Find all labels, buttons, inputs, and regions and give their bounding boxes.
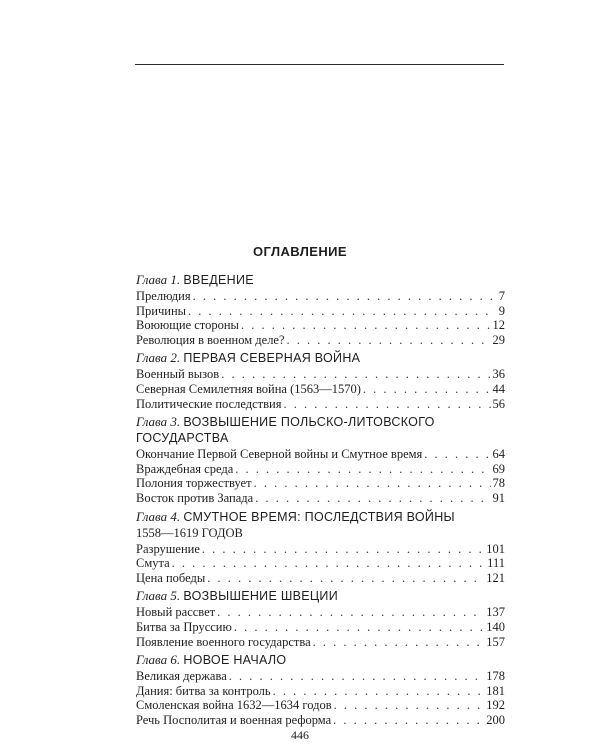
toc-entry	[136, 491, 505, 506]
chapter-label: Глава 5.	[136, 588, 181, 604]
chapter-label: Глава 2.	[136, 350, 181, 366]
entry-page: 64	[492, 447, 505, 462]
entry-page: 56	[492, 396, 505, 411]
entry-title: Появление военного государства	[136, 634, 311, 649]
toc-entry	[136, 333, 505, 348]
toc-entry	[136, 318, 505, 333]
chapter-heading	[136, 509, 505, 525]
chapter-name: СМУТНОЕ ВРЕМЯ: ПОСЛЕДСТВИЯ ВОЙНЫ	[183, 509, 455, 524]
toc-entry	[136, 684, 505, 699]
dot-leader	[273, 684, 485, 699]
chapter-heading	[136, 652, 505, 668]
entry-page: 9	[498, 303, 505, 318]
entry-page: 12	[492, 318, 505, 333]
toc-entry	[136, 635, 505, 650]
entry-title: Окончание Первой Северной войны и Смутное время	[136, 447, 423, 462]
dot-leader	[255, 491, 490, 506]
toc-entry	[136, 571, 505, 586]
dot-leader	[287, 333, 491, 348]
entry-title: Цена победы	[136, 570, 206, 585]
entry-title: Северная Семилетняя война (1563—1570)	[136, 381, 361, 396]
dot-leader	[202, 542, 484, 557]
entry-page: 78	[492, 476, 505, 491]
entry-page: 7	[498, 289, 505, 303]
chapter-heading	[136, 350, 505, 366]
chapter-label: Глава 6.	[136, 652, 181, 668]
chapter-subtitle: ГОСУДАРСТВА	[136, 431, 229, 446]
entry-title: Враждебная среда	[136, 461, 234, 476]
dot-leader	[217, 605, 484, 620]
header-rule	[135, 64, 504, 65]
chapter-3	[136, 414, 505, 505]
entry-title: Новый рассвет	[136, 605, 216, 620]
entry-page: 36	[492, 367, 505, 382]
dot-leader	[334, 698, 485, 713]
dot-leader	[333, 713, 484, 728]
dot-leader	[254, 476, 491, 491]
dot-leader	[229, 669, 485, 684]
chapter-label: Глава 3.	[136, 414, 181, 430]
entry-page: 181	[486, 683, 505, 698]
chapter-heading	[136, 272, 505, 288]
entry-page: 101	[486, 541, 505, 556]
dot-leader	[313, 635, 485, 650]
entry-page: 111	[487, 556, 505, 571]
entry-page: 29	[492, 332, 505, 347]
dot-leader	[193, 289, 493, 304]
chapter-subtitle: 1558—1619 ГОДОВ	[136, 525, 243, 540]
dot-leader	[172, 556, 486, 571]
chapter-name: ВОЗВЫШЕНИЕ ПОЛЬСКО-ЛИТОВСКОГО	[183, 415, 435, 430]
dot-leader	[221, 367, 490, 382]
chapter-6	[136, 652, 505, 727]
chapter-name: НОВОЕ НАЧАЛО	[183, 653, 287, 668]
chapter-name: ВВЕДЕНИЕ	[183, 273, 254, 287]
entry-title: Дания: битва за контроль	[136, 683, 271, 698]
entry-title: Речь Посполитая и военная реформа	[136, 712, 332, 727]
toc-title: ОГЛАВЛЕНИЕ	[253, 244, 347, 259]
entry-page: 192	[486, 698, 505, 713]
entry-title: Разрушение	[136, 541, 200, 556]
dot-leader	[424, 447, 490, 462]
entry-title: Политические последствия	[136, 396, 282, 411]
toc-entry	[136, 476, 505, 491]
toc-entry	[136, 304, 505, 319]
chapter-heading	[136, 588, 505, 604]
chapter-label: Глава 1.	[136, 272, 181, 287]
dot-leader	[283, 397, 490, 412]
chapter-name: ВОЗВЫШЕНИЕ ШВЕЦИИ	[183, 589, 339, 604]
toc-entry	[136, 367, 505, 382]
entry-title: Полония торжествует	[136, 476, 252, 491]
toc-entry	[136, 698, 505, 713]
dot-leader	[188, 304, 493, 319]
entry-page: 121	[486, 570, 505, 585]
entry-title: Воюющие стороны	[136, 318, 239, 333]
chapter-5	[136, 588, 505, 649]
entry-title: Прелюдия	[136, 289, 191, 303]
toc-entry	[136, 669, 505, 684]
dot-leader	[207, 571, 484, 586]
toc-entry	[136, 542, 505, 557]
toc-entry	[136, 556, 505, 571]
chapter-name: ПЕРВАЯ СЕВЕРНАЯ ВОЙНА	[183, 351, 361, 366]
toc-entry	[136, 462, 505, 477]
toc-entry	[136, 605, 505, 620]
dot-leader	[234, 620, 484, 635]
table-of-contents	[136, 272, 505, 730]
entry-page: 157	[486, 634, 505, 649]
entry-page: 137	[486, 605, 505, 620]
toc-entry	[136, 289, 505, 304]
entry-title: Восток против Запада	[136, 490, 254, 505]
entry-title: Битва за Пруссию	[136, 619, 232, 634]
toc-entry	[136, 620, 505, 635]
entry-page: 178	[486, 669, 505, 684]
entry-page: 200	[486, 712, 505, 727]
dot-leader	[363, 382, 491, 397]
chapter-4	[136, 509, 505, 586]
entry-title: Революция в военном деле?	[136, 332, 285, 347]
chapter-2	[136, 350, 505, 411]
entry-title: Смоленская война 1632—1634 годов	[136, 698, 332, 713]
entry-title: Причины	[136, 303, 187, 318]
toc-entry	[136, 447, 505, 462]
entry-title: Великая держава	[136, 669, 227, 684]
entry-title: Смута	[136, 556, 170, 571]
dot-leader	[241, 318, 491, 333]
entry-title: Военный вызов	[136, 367, 220, 382]
entry-page: 91	[492, 490, 505, 505]
chapter-heading	[136, 414, 505, 430]
chapter-1	[136, 272, 505, 347]
chapter-name-continued	[136, 431, 505, 446]
entry-page: 140	[486, 619, 505, 634]
toc-entry	[136, 397, 505, 412]
toc-entry	[136, 382, 505, 397]
page-number: 446	[291, 728, 309, 742]
chapter-label: Глава 4.	[136, 508, 181, 524]
toc-entry	[136, 713, 505, 728]
dot-leader	[235, 462, 490, 477]
entry-page: 69	[492, 461, 505, 476]
entry-page: 44	[492, 381, 505, 396]
